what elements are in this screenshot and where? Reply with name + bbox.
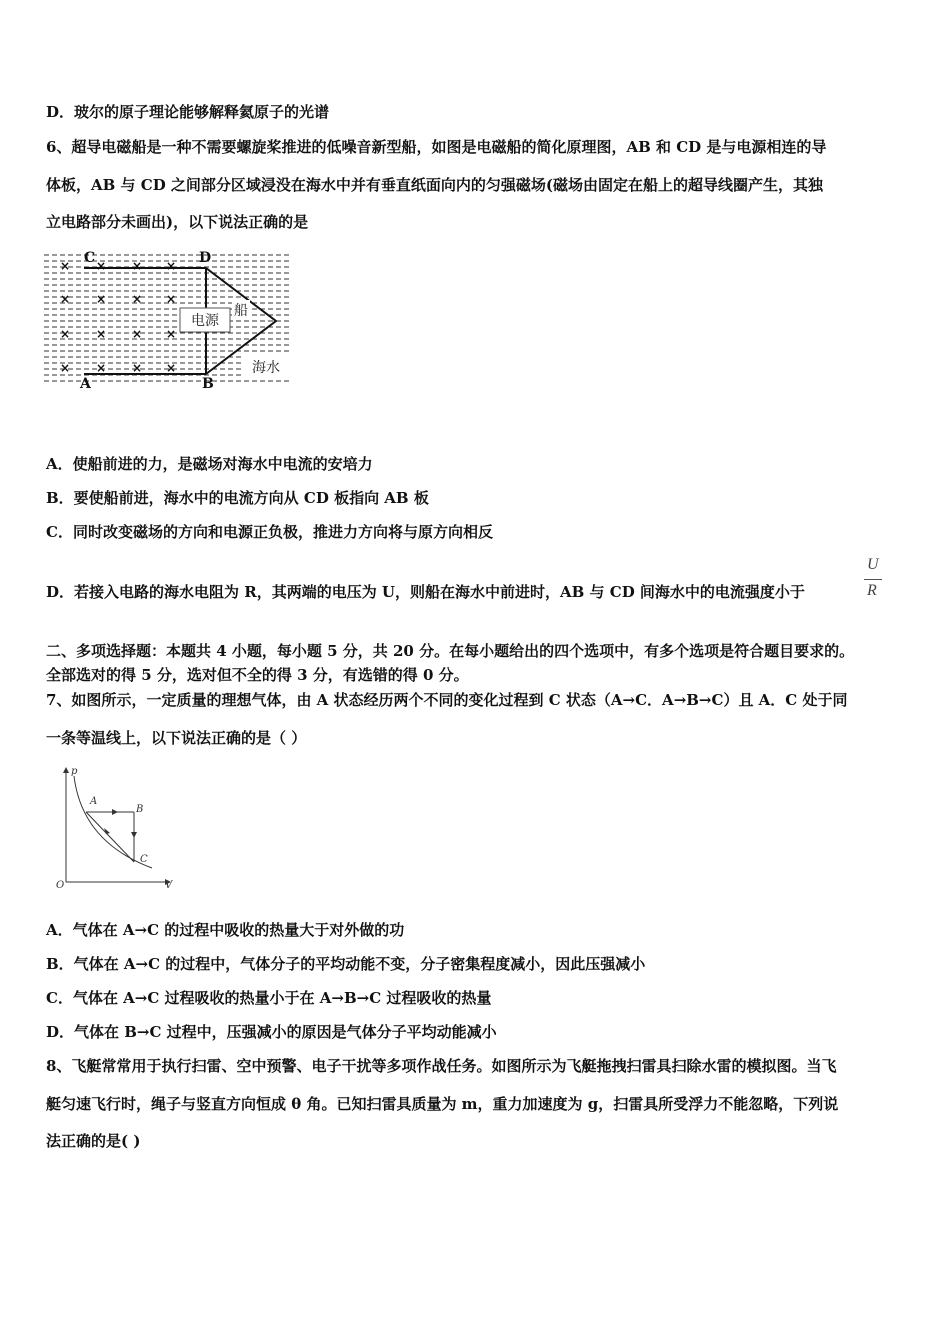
field-mark: × <box>132 259 143 273</box>
field-mark: × <box>166 292 177 306</box>
q7-option-a: A．气体在 A→C 的过程中吸收的热量大于对外做的功 <box>46 921 405 939</box>
q6-stem-line-1: 6、超导电磁船是一种不需要螺旋桨推进的低噪音新型船，如图是电磁船的简化原理图，AB 和 CD 是与电源相连的导 <box>46 138 827 156</box>
point-b-label: B <box>136 804 144 815</box>
arrow-a-b <box>112 809 118 815</box>
field-mark: × <box>96 361 107 375</box>
q7-stem-line-2: 一条等温线上，以下说法正确的是（ ） <box>46 729 307 747</box>
fraction-numerator: U <box>867 556 879 573</box>
field-mark: × <box>60 292 71 306</box>
v-axis-label: V <box>165 880 173 891</box>
label-a: A <box>80 376 91 390</box>
section2-line-1: 二、多项选择题：本题共 4 小题，每小题 5 分，共 20 分。在每小题给出的四个选项中，有多个选项是符合题目要求的。 <box>46 642 855 660</box>
path-a-c <box>86 812 134 862</box>
field-mark: × <box>132 361 143 375</box>
field-mark: × <box>96 292 107 306</box>
p-axis-label: p <box>71 766 78 777</box>
fraction-bar <box>864 579 882 580</box>
q7-option-b: B．气体在 A→C 的过程中，气体分子的平均动能不变，分子密集程度减小，因此压强减小 <box>46 955 646 973</box>
field-mark: × <box>96 327 107 341</box>
field-mark: × <box>166 327 177 341</box>
q5-option-d: D．玻尔的原子理论能够解释氦原子的光谱 <box>46 103 330 121</box>
point-a-label: A <box>90 796 98 807</box>
label-b: B <box>202 376 214 390</box>
field-mark: × <box>166 259 177 273</box>
q6-option-c: C．同时改变磁场的方向和电源正负极，推进力方向将与原方向相反 <box>46 523 493 541</box>
q6-option-b: B．要使船前进，海水中的电流方向从 CD 板指向 AB 板 <box>46 489 429 507</box>
field-mark: × <box>60 327 71 341</box>
q8-stem-line-1: 8、飞艇常常用于执行扫雷、空中预警、电子干扰等多项作战任务。如图所示为飞艇拖拽扫雷具扫除水雷的模拟图。当飞 <box>46 1057 837 1075</box>
label-d: D <box>199 250 212 266</box>
section2-line-2: 全部选对的得 5 分，选对但不全的得 3 分，有选错的得 0 分。 <box>46 666 469 684</box>
point-c-label: C <box>140 854 148 865</box>
fraction-denominator: R <box>867 582 877 599</box>
q6-stem-line-2: 体板，AB 与 CD 之间部分区域浸没在海水中并有垂直纸面向内的匀强磁场(磁场由固定在船上的超导线圈产生，其独 <box>46 176 824 194</box>
q7-option-c: C．气体在 A→C 过程吸收的热量小于在 A→B→C 过程吸收的热量 <box>46 989 492 1007</box>
q6-option-a: A．使船前进的力，是磁场对海水中电流的安培力 <box>46 455 373 473</box>
q7-stem-line-1: 7、如图所示，一定质量的理想气体，由 A 状态经历两个不同的变化过程到 C 状态（A→C．A→B→C）且 A．C 处于同 <box>46 691 848 709</box>
field-mark: × <box>132 292 143 306</box>
q8-stem-line-2: 艇匀速飞行时，绳子与竖直方向恒成 θ 角。已知扫雷具质量为 m，重力加速度为 g，扫雷具所受浮力不能忽略，下列说 <box>46 1095 839 1113</box>
field-mark: × <box>166 361 177 375</box>
field-mark: × <box>60 361 71 375</box>
q6-stem-line-3: 立电路部分未画出)，以下说法正确的是 <box>46 213 309 231</box>
field-mark: × <box>96 259 107 273</box>
q7-option-d: D．气体在 B→C 过程中，压强减小的原因是气体分子平均动能减小 <box>46 1023 497 1041</box>
pv-diagram <box>52 762 182 892</box>
arrow-b-c <box>131 832 137 838</box>
origin-label: O <box>56 880 65 891</box>
field-mark: × <box>60 259 71 273</box>
seawater-label: 海水 <box>252 360 280 376</box>
q6-option-d: D．若接入电路的海水电阻为 R，其两端的电压为 U，则船在海水中前进时，AB 与 CD 间海水中的电流强度小于 <box>46 583 805 601</box>
q8-stem-line-3: 法正确的是( ) <box>46 1132 141 1150</box>
power-supply-label: 电源 <box>191 313 219 329</box>
label-c: C <box>84 250 96 266</box>
ship-label: 船 <box>234 303 248 319</box>
field-mark: × <box>132 327 143 341</box>
em-ship-diagram <box>44 246 300 390</box>
